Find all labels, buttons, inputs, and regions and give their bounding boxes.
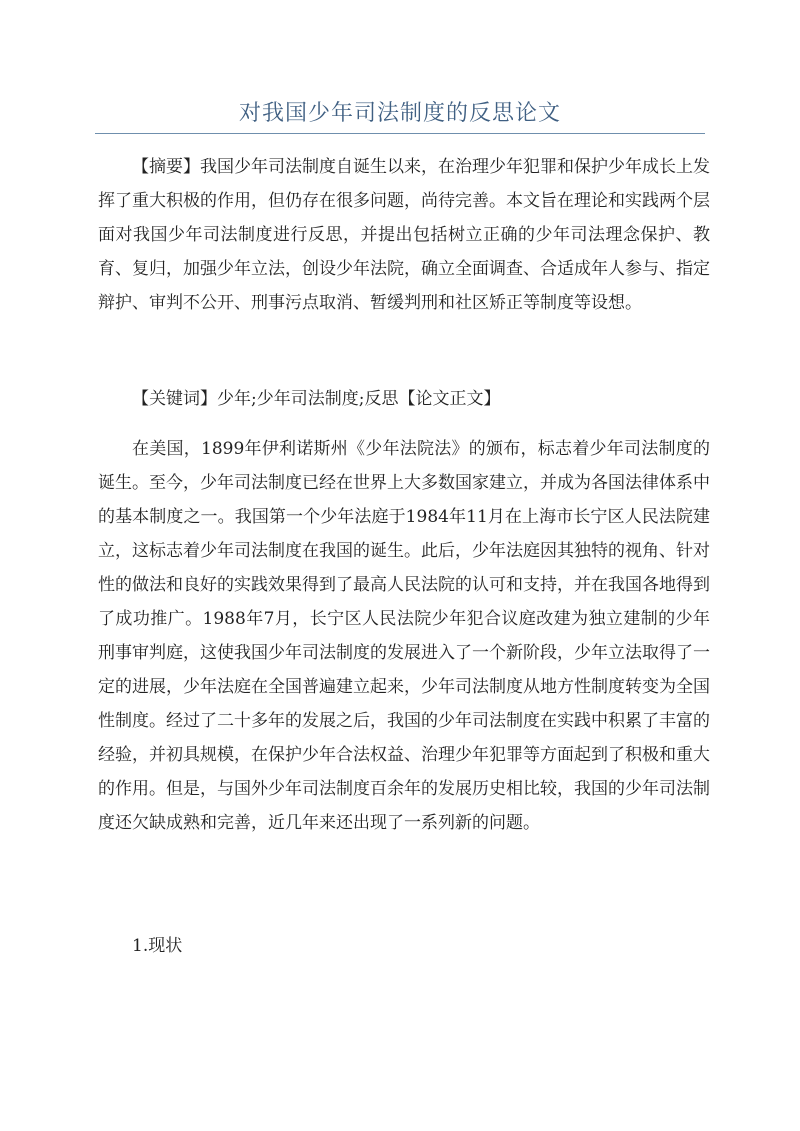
abstract-paragraph: 【摘要】我国少年司法制度自诞生以来，在治理少年犯罪和保护少年成长上发挥了重大积极的作用，但仍存在很多问题，尚待完善。本文旨在理论和实践两个层面对我国少年司法制度进行反思，并提出包括树立正确的少年司法理念保护、教育、复归，加强少年立法，创设少年法院，确立全面调查、合适成年人参与、指定辩护、审判不公开、刑事污点取消、暂缓判刑和社区矫正等制度等设想。 (98, 157, 710, 313)
document-title: 对我国少年司法制度的反思论文 (238, 101, 561, 126)
body-paragraph: 在美国，1899年伊利诺斯州《少年法院法》的颁布，标志着少年司法制度的诞生。至今，少年司法制度已经在世界上大多数国家建立，并成为各国法律体系中的基本制度之一。我国第一个少年法庭于1984年11月在上海市长宁区人民法院建立，这标志着少年司法制度在我国的诞生。此后，少年法庭因其独特的视角、针对性的做法和良好的实践效果得到了最高人民法院的认可和支持，并在我国各地得到了成功推广。1988年7月，长宁区人民法院少年犯合议庭改建为独立建制的少年刑事审判庭，这使我国少年司法制度的发展进入了一个新阶段，少年立法取得了一定的进展，少年法庭在全国普遍建立起来，少年司法制度从地方性制度转变为全国性制度。经过了二十多年的发展之后，我国的少年司法制度在实践中积累了丰富的经验，并初具规模，在保护少年合法权益、治理少年犯罪等方面起到了积极和重大的作用。但是，与国外少年司法制度百余年的发展历史相比较，我国的少年司法制度还欠缺成熟和完善，近几年来还出现了一系列新的问题。 (98, 439, 710, 833)
title-underline (95, 133, 705, 134)
section-heading: 1.现状 (132, 936, 183, 956)
keywords-line: 【关键词】少年;少年司法制度;反思【论文正文】 (132, 389, 501, 409)
